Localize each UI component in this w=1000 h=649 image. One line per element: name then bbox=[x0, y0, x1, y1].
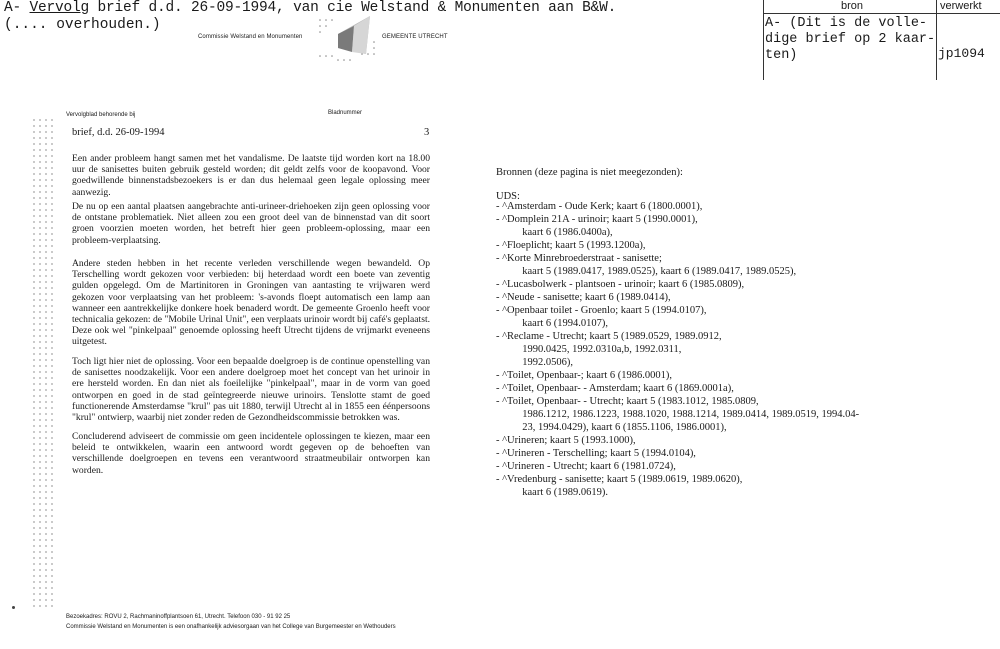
source-line: - ^Reclame - Utrecht; kaart 5 (1989.0529, 1989.0912, bbox=[496, 331, 722, 342]
source-line: 1992.0506), bbox=[496, 357, 573, 368]
source-line: - ^Floeplicht; kaart 5 (1993.1200a), bbox=[496, 240, 646, 251]
continuation-label: Vervolgblad behorende bij bbox=[66, 112, 136, 118]
paragraph-anti-urine: De nu op een aantal plaatsen aangebrachte anti-urineer-driehoeken zijn geen oplossing voor de ontstane problematiek. Niet alleen zou een groot deel van de binnenstad van dit soort groen voorzien moeten worden, het betreft hier geen probleem-oplossing, maar een probleem-verplaatsing. bbox=[72, 201, 430, 246]
source-line: - ^Openbaar toilet - Groenlo; kaart 5 (1994.0107), bbox=[496, 305, 707, 316]
paragraph-conclusion: Concluderend adviseert de commissie om geen incidentele oplossingen te kiezen, maar een beleid te ontwikkelen, waarin een antwoord wordt gegeven op de behoeften van verschillende doelgroepen en tevens een verantwoord straatmeubilair ontworpen kan worden. bbox=[72, 431, 430, 476]
source-line: - ^Urineren - Utrecht; kaart 6 (1981.0724), bbox=[496, 461, 676, 472]
page-number-label: Bladnummer bbox=[328, 110, 363, 116]
source-line: - ^Urineren; kaart 5 (1993.1000), bbox=[496, 435, 636, 446]
letter-date: brief, d.d. 26-09-1994 bbox=[72, 127, 165, 138]
source-line: kaart 6 (1989.0619). bbox=[496, 487, 608, 498]
paragraph-vandalism: Een ander probleem hangt samen met het vandalisme. De laatste tijd worden kort na 18.00 uur de sanisettes buiten gebruik gesteld worden; dit geldt zelfs voor de koopavond. Voor goedwillende binnenstadsbezoekers is er dan dus helemaal geen legale oplossing meer aanwezig. bbox=[72, 153, 430, 198]
card-title bbox=[4, 0, 616, 17]
municipality-logo-icon bbox=[316, 14, 380, 64]
column-header-processed: verwerkt bbox=[940, 0, 982, 12]
source-line: - ^Urineren - Terschelling; kaart 5 (1994.0104), bbox=[496, 448, 696, 459]
source-line: - ^Amsterdam - Oude Kerk; kaart 6 (1800.0001), bbox=[496, 201, 703, 212]
title-prefix: A- bbox=[4, 0, 30, 16]
title-rest: brief d.d. 26-09-1994, van cie Welstand & Monumenten aan B&W. bbox=[89, 0, 617, 16]
sources-heading: Bronnen (deze pagina is niet meegezonden): bbox=[496, 167, 683, 178]
source-line: kaart 5 (1989.0417, 1989.0525), kaart 6 (1989.0417, 1989.0525), bbox=[496, 266, 797, 277]
source-line: kaart 6 (1986.0400a), bbox=[496, 227, 613, 238]
source-line: 1990.0425, 1992.0310a,b, 1992.0311, bbox=[496, 344, 682, 355]
paragraph-solution: Toch ligt hier niet de oplossing. Voor een bepaalde doelgroep is de continue openstelling van de sanisettes noodzakelijk. Voor een andere doelgroep moet het concept van het urinoir in ere hersteld worden. En dan niet als foeilelijke "pinkelpaal", maar in de vorm van goed ontworpen en goed in de stad geïntegreerde nieuwe urinoirs. Tenslotte stamt de goed functionerende Amsterdamse "krul" pas uit 1880, terwijl Utrecht al in 1855 een éénpersoons "krul" ontwierp, waarbij niet zonder reden de Gezondheidscommissie betrokken was. bbox=[72, 356, 430, 424]
title-underlined: Vervolg bbox=[29, 0, 90, 16]
source-line: - ^Toilet, Openbaar- - Utrecht; kaart 5 (1983.1012, 1985.0809, bbox=[496, 396, 759, 407]
paragraph-other-cities: Andere steden hebben in het recente verleden verschillende wegen bewandeld. Op Terschelling wordt gekozen voor verbieden: bij heterdaad wordt een boete van zeventig gulden opgelegd. Om de Martinitoren in Groningen van aantasting te vrijwaren werd gekozen voor verplaatsing van het probleem: 's-avonds floept automatisch een lamp aan wanneer een aantrekkelijke donkere hoek benaderd wordt. De gemeente Groenlo heeft voor technicalia gekozen: de "Mobile Urinal Unit", een verplaats urinoir wordt bij café's geplaatst. Deze ook wel "pinkelpaal" genoemde oplossing heeft Utrecht tijdens de vrijmarkt eveneens uitgetest. bbox=[72, 258, 431, 348]
source-line: - ^Toilet, Openbaar-; kaart 6 (1986.0001), bbox=[496, 370, 673, 381]
source-line: - ^Domplein 21A - urinoir; kaart 5 (1990.0001), bbox=[496, 214, 698, 225]
margin-mark bbox=[12, 606, 15, 609]
source-line: 1986.1212, 1986.1223, 1988.1020, 1988.1214, 1989.0414, 1989.0519, 1994.04- bbox=[496, 409, 860, 420]
card-subtitle: (.... overhouden.) bbox=[4, 17, 161, 33]
card-code: jp1094 bbox=[938, 46, 985, 61]
source-line: kaart 6 (1994.0107), bbox=[496, 318, 608, 329]
source-line: - ^Toilet, Openbaar- - Amsterdam; kaart 6 (1869.0001a), bbox=[496, 383, 734, 394]
card-note: A- (Dit is de volle- dige brief op 2 kaar- ten) bbox=[765, 16, 936, 63]
page-number: 3 bbox=[424, 127, 430, 138]
letterhead-commission: Commissie Welstand en Monumenten bbox=[198, 34, 303, 40]
source-line: - ^Vredenburg - sanisette; kaart 5 (1989.0619, 1989.0620), bbox=[496, 474, 743, 485]
margin-dot-pattern bbox=[31, 117, 56, 607]
source-line: - ^Korte Minrebroederstraat - sanisette; bbox=[496, 253, 662, 264]
footer-address: Bezoekadres: ROVU 2, Rachmaninoffplantsoen 61, Utrecht. Telefoon 030 - 91 92 25 bbox=[66, 614, 291, 620]
footer-note: Commissie Welstand en Monumenten is een onafhankelijk adviesorgaan van het College van Burgemeester en Wethouders bbox=[66, 624, 396, 630]
source-line: 23, 1994.0429), kaart 6 (1855.1106, 1986.0001), bbox=[496, 422, 727, 433]
letterhead-municipality: GEMEENTE UTRECHT bbox=[382, 34, 448, 40]
column-header-source: bron bbox=[841, 0, 864, 12]
source-line: - ^Neude - sanisette; kaart 6 (1989.0414), bbox=[496, 292, 671, 303]
source-line: - ^Lucasbolwerk - plantsoen - urinoir; kaart 6 (1985.0809), bbox=[496, 279, 745, 290]
sources-list bbox=[496, 200, 896, 499]
uds-label: UDS: bbox=[496, 191, 520, 202]
